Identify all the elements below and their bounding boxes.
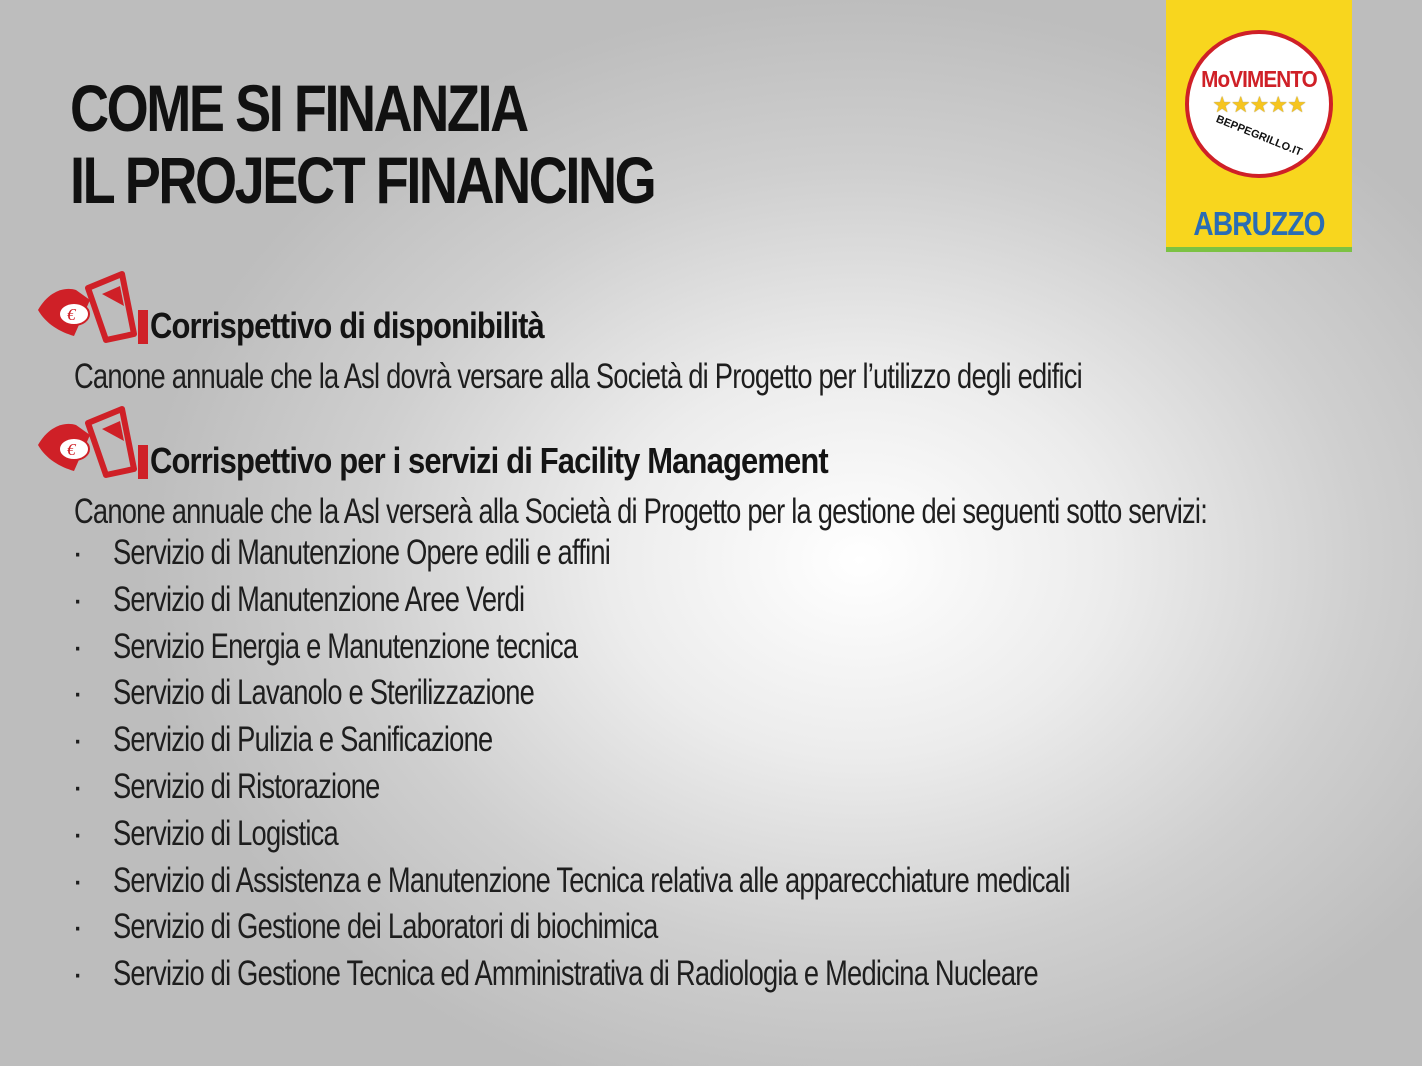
bullet-icon: · xyxy=(72,674,84,713)
logo-region: ABRUZZO xyxy=(1193,205,1325,242)
bullet-icon: · xyxy=(72,721,84,760)
bullet-icon: · xyxy=(72,908,84,947)
section-header xyxy=(34,405,1414,483)
service-text: Servizio di Manutenzione Opere edili e affini xyxy=(113,533,611,572)
title-line-2: IL PROJECT FINANCING xyxy=(70,143,655,217)
bullet-icon: · xyxy=(72,580,84,619)
section-header xyxy=(34,270,1414,348)
page-title xyxy=(70,72,1070,216)
service-text: Servizio di Manutenzione Aree Verdi xyxy=(113,579,525,619)
service-text: Servizio di Assistenza e Manutenzione Tecnica relativa alle apparecchiature medicali xyxy=(113,860,1070,900)
section-heading: Corrispettivo di disponibilità xyxy=(150,305,544,346)
svg-text:€: € xyxy=(67,440,76,459)
service-text: Servizio di Gestione dei Laboratori di biochimica xyxy=(113,907,658,947)
section-heading: Corrispettivo per i servizi di Facility Management xyxy=(150,440,828,481)
bullet-icon: · xyxy=(72,627,84,666)
bullet-icon: · xyxy=(72,861,84,900)
section-disponibilita xyxy=(34,270,1414,396)
service-text: Servizio Energia e Manutenzione tecnica xyxy=(113,626,578,666)
section-description: Canone annuale che la Asl verserà alla Società di Progetto per la gestione dei seguenti sotto servizi: xyxy=(74,492,1207,531)
service-text: Servizio di Lavanolo e Sterilizzazione xyxy=(113,673,535,713)
bullet-icon: · xyxy=(72,814,84,853)
euro-bill-arrow-icon xyxy=(34,405,149,485)
logo-word: MoVIMENTO xyxy=(1201,66,1317,92)
movimento-abruzzo-logo xyxy=(1166,0,1352,252)
title-line-1: COME SI FINANZIA xyxy=(70,71,527,145)
service-text: Servizio di Gestione Tecnica ed Amministrativa di Radiologia e Medicina Nucleare xyxy=(113,954,1038,994)
svg-text:€: € xyxy=(67,305,76,324)
euro-bill-arrow-icon xyxy=(34,270,149,350)
bullet-icon: · xyxy=(72,767,84,806)
service-text: Servizio di Pulizia e Sanificazione xyxy=(113,720,493,760)
logo-site: BEPPEGRILLO.IT xyxy=(1214,113,1304,159)
logo-stars-icon: ★★★★★ xyxy=(1212,92,1306,117)
service-text: Servizio di Ristorazione xyxy=(113,766,380,806)
logo-circle xyxy=(1185,30,1333,178)
section-description: Canone annuale che la Asl dovrà versare alla Società di Progetto per l’utilizzo degli edifici xyxy=(74,357,1082,396)
section-facility-management xyxy=(34,405,1414,531)
bullet-icon: · xyxy=(72,955,84,994)
bullet-icon: · xyxy=(72,534,84,572)
service-text: Servizio di Logistica xyxy=(113,813,338,853)
